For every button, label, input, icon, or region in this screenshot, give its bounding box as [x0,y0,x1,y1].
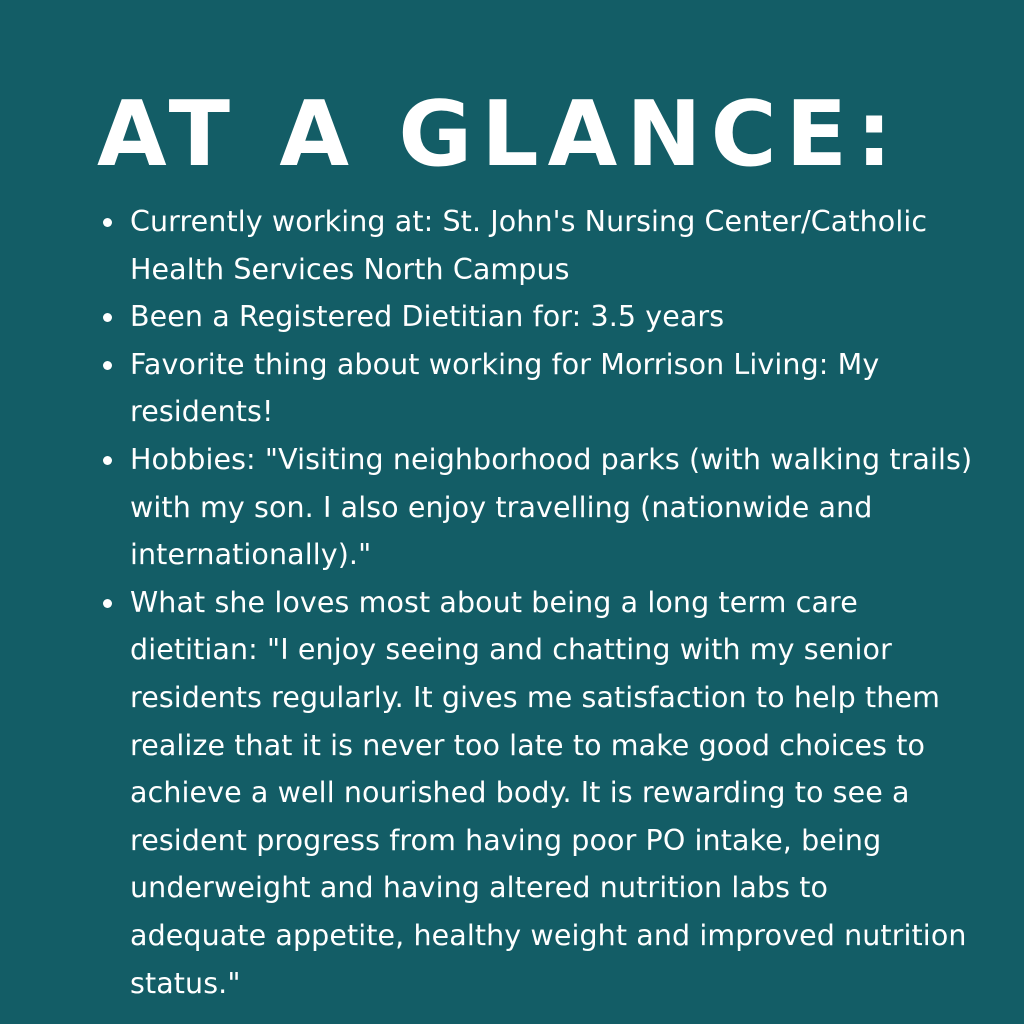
list-item [103,198,973,293]
list-item [103,293,973,341]
list-item-text: Been a Registered Dietitian for: 3.5 years [130,300,725,334]
bullet-icon [103,313,112,322]
bullet-icon [103,456,112,465]
list-item [103,579,973,1007]
list-item [103,341,973,436]
list-item [103,436,973,579]
page-title: AT A GLANCE: [97,82,902,187]
facts-list [103,198,973,1007]
list-item-text: Favorite thing about working for Morrison Living: My residents! [130,347,880,429]
bullet-icon [103,361,112,370]
bullet-icon [103,599,112,608]
bullet-icon [103,218,112,227]
list-item-text: Currently working at: St. John's Nursing Center/Catholic Health Services North Campus [130,205,928,286]
list-item-text: Hobbies: "Visiting neighborhood parks (with walking trails) with my son. I also enjoy travelling (nationwide and internationally)." [130,442,973,572]
list-item-text: What she loves most about being a long term care dietitian: "I enjoy seeing and chatting with my senior residents regularly. It gives me satisfaction to help them realize that it is never too late to make good choices to achieve a well nourished body. It is rewarding to see a resident progress from having poor PO intake, being underweight and having altered nutrition labs to adequate appetite, healthy weight and improved nutrition status." [130,585,967,1000]
